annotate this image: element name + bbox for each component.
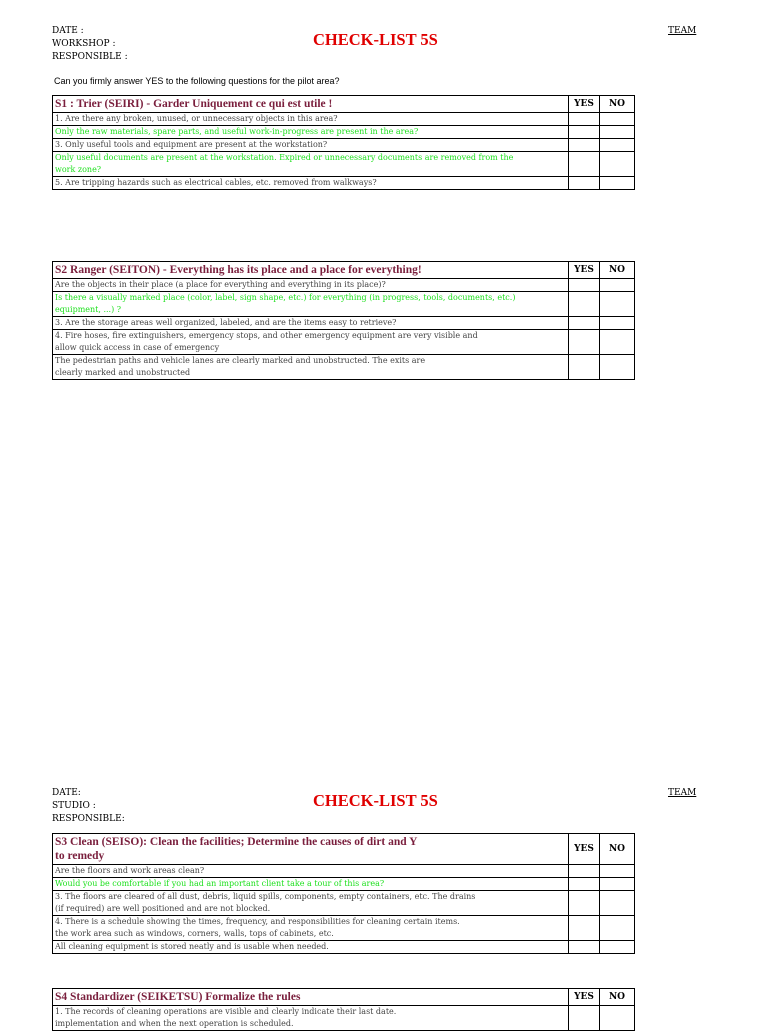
yes-checkbox[interactable] [569, 891, 600, 916]
yes-checkbox[interactable] [569, 1006, 600, 1031]
yes-checkbox[interactable] [569, 865, 600, 878]
s4-title: S4 Standardizer (SEIKETSU) Formalize the rules [53, 989, 569, 1006]
s2-title: S2 Ranger (SEITON) - Everything has its place and a place for everything! [53, 262, 569, 279]
date-label: DATE : [52, 26, 84, 36]
question-text: All cleaning equipment is stored neatly and is usable when needed. [53, 941, 569, 954]
no-header: NO [600, 834, 635, 865]
table-row [53, 941, 635, 954]
question-text: 4. There is a schedule showing the times, frequency, and responsibilities for cleaning certain items. the work area such as windows, corners, walls, tops of cabinets, etc. [53, 916, 569, 941]
no-header: NO [600, 989, 635, 1006]
no-checkbox[interactable] [600, 355, 635, 380]
page2-header [52, 787, 125, 826]
page-title: CHECK-LIST 5S [313, 30, 438, 49]
yes-checkbox[interactable] [569, 279, 600, 292]
page1-header [52, 25, 128, 64]
no-checkbox[interactable] [600, 279, 635, 292]
table-row [53, 317, 635, 330]
date-label: DATE: [52, 788, 81, 798]
s3-checklist-table [52, 833, 635, 954]
s1-checklist-table [52, 95, 635, 190]
yes-checkbox[interactable] [569, 292, 600, 317]
s4-checklist-table [52, 988, 635, 1031]
yes-checkbox[interactable] [569, 152, 600, 177]
table-row [53, 1006, 635, 1031]
question-text: 4. Fire hoses, fire extinguishers, emergency stops, and other emergency equipment are very visible and allow quick access in case of emergency [53, 330, 569, 355]
yes-checkbox[interactable] [569, 916, 600, 941]
yes-checkbox[interactable] [569, 139, 600, 152]
s1-title: S1 : Trier (SEIRI) - Garder Uniquement ce qui est utile ! [53, 96, 569, 113]
no-checkbox[interactable] [600, 916, 635, 941]
yes-checkbox[interactable] [569, 177, 600, 190]
no-checkbox[interactable] [600, 941, 635, 954]
table-row [53, 279, 635, 292]
no-checkbox[interactable] [600, 317, 635, 330]
yes-checkbox[interactable] [569, 330, 600, 355]
table-row [53, 891, 635, 916]
question-text: 5. Are tripping hazards such as electrical cables, etc. removed from walkways? [53, 177, 569, 190]
question-text [53, 292, 569, 317]
no-header: NO [600, 96, 635, 113]
question-text: 3. Only useful tools and equipment are present at the workstation? [53, 139, 569, 152]
table-row [53, 177, 635, 190]
table-row [53, 126, 635, 139]
no-checkbox[interactable] [600, 152, 635, 177]
page-title: CHECK-LIST 5S [313, 791, 438, 810]
yes-header: YES [569, 989, 600, 1006]
question-text: The pedestrian paths and vehicle lanes are clearly marked and unobstructed. The exits are clearly marked and unobstructed [53, 355, 569, 380]
workshop-label: WORKSHOP : [52, 39, 116, 49]
question-text: Are the floors and work areas clean? [53, 865, 569, 878]
table-row [53, 292, 635, 317]
team-label: TEAM [668, 788, 697, 798]
no-checkbox[interactable] [600, 113, 635, 126]
no-checkbox[interactable] [600, 292, 635, 317]
studio-label: STUDIO : [52, 801, 96, 811]
responsible-label: RESPONSIBLE: [52, 814, 125, 824]
question-text: Only useful documents are present at the workstation. Expired or unnecessary documents are removed from the work zone? [53, 152, 569, 177]
table-row [53, 916, 635, 941]
no-checkbox[interactable] [600, 1006, 635, 1031]
no-checkbox[interactable] [600, 177, 635, 190]
s3-title: S3 Clean (SEISO): Clean the facilities; Determine the causes of dirt and Y to remedy [53, 834, 569, 865]
intro-question: Can you firmly answer YES to the following questions for the pilot area? [54, 76, 340, 86]
question-text: Are the objects in their place (a place for everything and everything in its place)? [53, 279, 569, 292]
question-text: Only the raw materials, spare parts, and useful work-in-progress are present in the area? [53, 126, 569, 139]
team-label: TEAM [668, 26, 697, 36]
table-row [53, 139, 635, 152]
no-checkbox[interactable] [600, 126, 635, 139]
question-text: Would you be comfortable if you had an important client take a tour of this area? [53, 878, 569, 891]
table-row [53, 113, 635, 126]
yes-header: YES [569, 262, 600, 279]
yes-checkbox[interactable] [569, 126, 600, 139]
no-checkbox[interactable] [600, 878, 635, 891]
no-checkbox[interactable] [600, 865, 635, 878]
question-text: 1. The records of cleaning operations are visible and clearly indicate their last date. implementation and when the next operation is scheduled. [53, 1006, 569, 1031]
yes-checkbox[interactable] [569, 317, 600, 330]
yes-checkbox[interactable] [569, 941, 600, 954]
yes-header: YES [569, 96, 600, 113]
no-checkbox[interactable] [600, 330, 635, 355]
no-checkbox[interactable] [600, 891, 635, 916]
table-row [53, 330, 635, 355]
s2-checklist-table [52, 261, 635, 380]
question-text: 3. Are the storage areas well organized, labeled, and are the items easy to retrieve? [53, 317, 569, 330]
table-row [53, 355, 635, 380]
table-row [53, 878, 635, 891]
yes-checkbox[interactable] [569, 355, 600, 380]
yes-checkbox[interactable] [569, 878, 600, 891]
no-checkbox[interactable] [600, 139, 635, 152]
yes-header: YES [569, 834, 600, 865]
table-row [53, 865, 635, 878]
responsible-label: RESPONSIBLE : [52, 52, 128, 62]
yes-checkbox[interactable] [569, 113, 600, 126]
table-row [53, 152, 635, 177]
question-text: 3. The floors are cleared of all dust, debris, liquid spills, components, empty containers, etc. The drains (if required) are well positioned and are not blocked. [53, 891, 569, 916]
question-text-highlight: Is there a visually marked place (color, label, sign shape, etc.) for everything (in progress, tools, documents, etc.) equipment, ...) ? [55, 293, 516, 314]
no-header: NO [600, 262, 635, 279]
question-text: 1. Are there any broken, unused, or unnecessary objects in this area? [53, 113, 569, 126]
